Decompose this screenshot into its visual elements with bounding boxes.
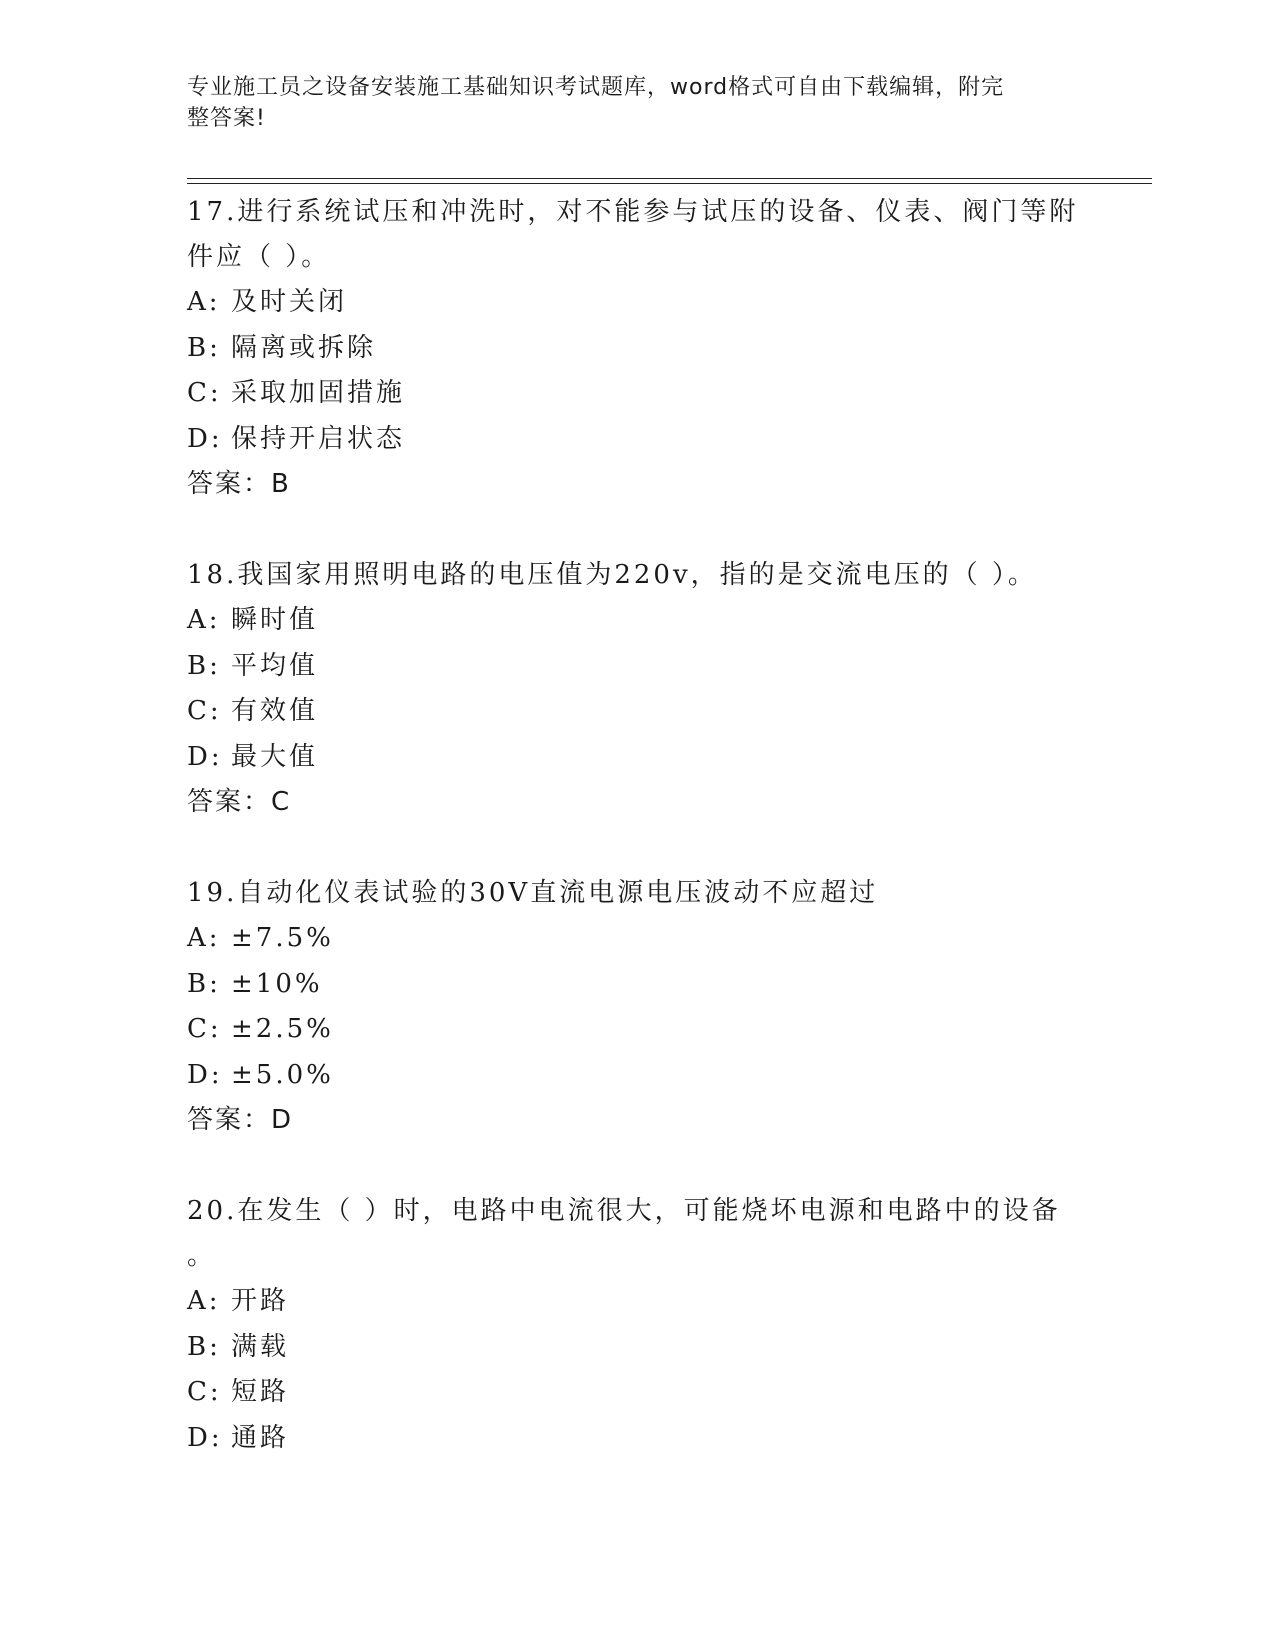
option-key: B: <box>187 1331 221 1362</box>
option-text: 采取加固措施 <box>231 378 406 408</box>
option-text: 开路 <box>231 1286 290 1316</box>
option-c <box>187 1007 1087 1053</box>
option-d <box>187 735 1087 781</box>
question-list <box>187 190 1087 1507</box>
answer-line: 答案：B <box>187 469 291 499</box>
option-b <box>187 644 1087 690</box>
option-d <box>187 417 1087 463</box>
option-text: 及时关闭 <box>231 287 348 317</box>
option-text: 通路 <box>231 1422 290 1453</box>
option-key: C: <box>187 378 222 408</box>
question-text-line: 20.在发生（ ）时，电路中电流很大，可能烧坏电源和电路中的设备 <box>187 1196 1061 1226</box>
question-18 <box>187 553 1087 825</box>
option-text: 有效值 <box>231 696 319 726</box>
option-key: B: <box>187 650 221 681</box>
option-b <box>187 962 1087 1008</box>
option-a <box>187 280 1087 326</box>
option-text: 平均值 <box>231 650 319 681</box>
option-key: A: <box>187 1286 221 1316</box>
option-text: ±10% <box>231 968 323 999</box>
answer-line: 答案：D <box>187 1105 294 1135</box>
option-key: D: <box>187 423 223 454</box>
option-text: 隔离或拆除 <box>231 332 377 363</box>
option-key: C: <box>187 1014 222 1044</box>
option-a <box>187 916 1087 962</box>
question-text-line: 18.我国家用照明电路的电压值为220v，指的是交流电压的（ ）。 <box>187 560 1037 590</box>
option-text: 最大值 <box>231 741 319 772</box>
header-divider-bottom <box>187 183 1152 184</box>
option-key: C: <box>187 696 222 726</box>
header-line-1: 专业施工员之设备安装施工基础知识考试题库，word格式可自由下载编辑，附完 <box>187 75 1005 100</box>
option-text: ±2.5% <box>231 1014 334 1044</box>
option-text: 瞬时值 <box>231 605 319 635</box>
document-header <box>187 72 1067 134</box>
header-line-2: 整答案! <box>187 106 266 131</box>
option-b <box>187 326 1087 372</box>
option-key: A: <box>187 287 221 317</box>
option-key: B: <box>187 968 221 999</box>
question-text-line: 19.自动化仪表试验的30V直流电源电压波动不应超过 <box>187 878 879 908</box>
option-text: ±5.0% <box>231 1059 334 1090</box>
option-d <box>187 1053 1087 1099</box>
option-key: B: <box>187 332 221 363</box>
option-key: D: <box>187 741 223 772</box>
question-17 <box>187 190 1087 507</box>
question-19 <box>187 871 1087 1143</box>
option-text: 短路 <box>231 1377 290 1407</box>
option-b <box>187 1325 1087 1371</box>
answer-line: 答案：C <box>187 787 292 817</box>
option-c <box>187 371 1087 417</box>
option-a <box>187 1279 1087 1325</box>
option-key: A: <box>187 605 221 635</box>
question-text-line: 件应（ ）。 <box>187 242 331 272</box>
option-c <box>187 1370 1087 1416</box>
option-text: 满载 <box>231 1331 290 1362</box>
option-a <box>187 598 1087 644</box>
option-text: ±7.5% <box>231 923 334 953</box>
header-divider-top <box>187 178 1152 179</box>
option-d <box>187 1416 1087 1462</box>
question-20 <box>187 1189 1087 1461</box>
option-key: A: <box>187 923 221 953</box>
option-text: 保持开启状态 <box>231 423 406 454</box>
option-c <box>187 689 1087 735</box>
question-text-line: 17.进行系统试压和冲洗时，对不能参与试压的设备、仪表、阀门等附 <box>187 197 1079 227</box>
option-key: D: <box>187 1059 223 1090</box>
option-key: D: <box>187 1422 223 1453</box>
option-key: C: <box>187 1377 222 1407</box>
question-text-line: 。 <box>187 1241 217 1271</box>
